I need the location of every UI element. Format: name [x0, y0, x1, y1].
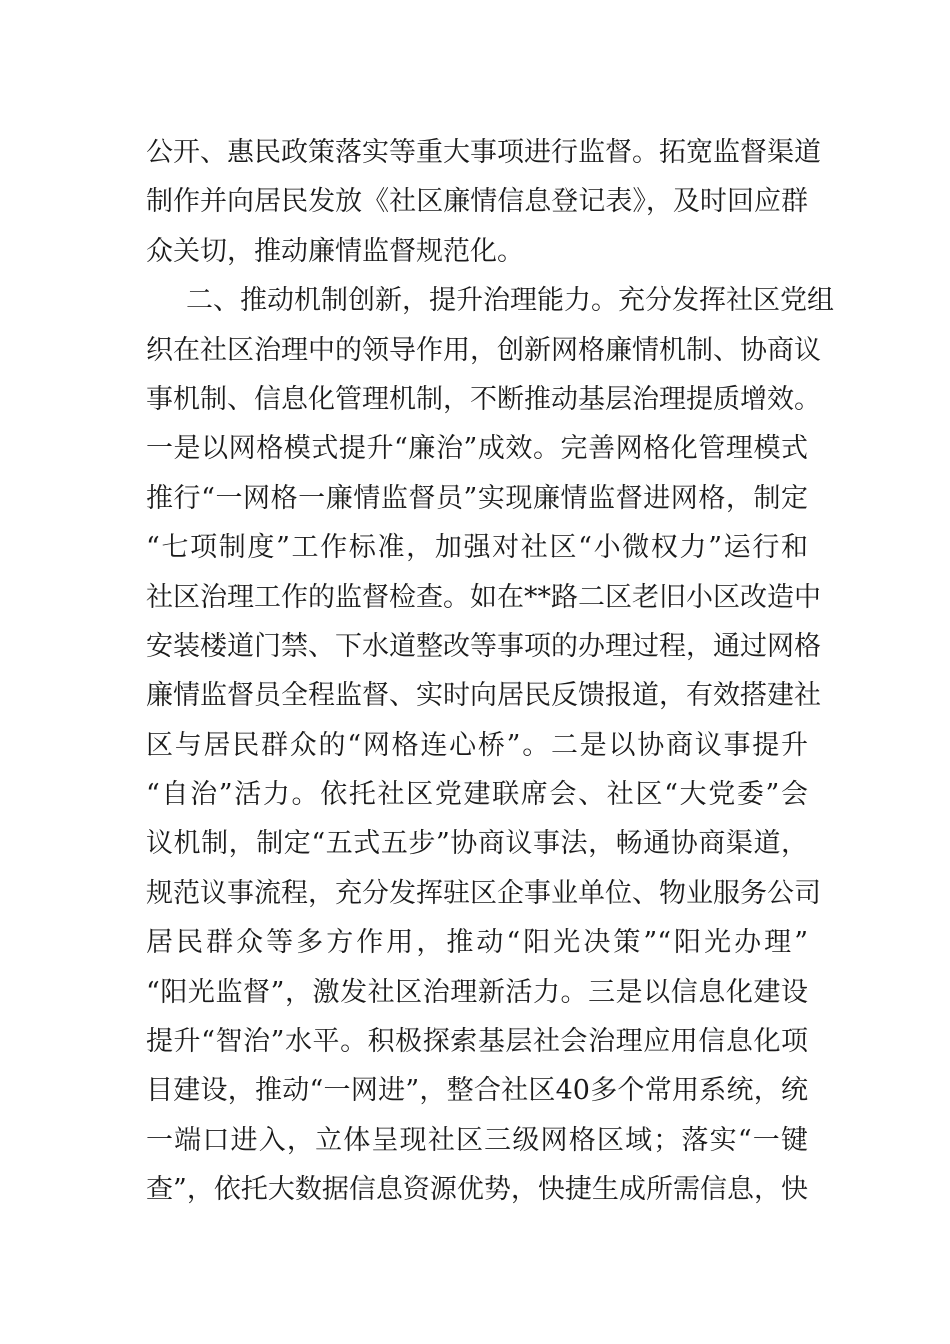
text-line-6: 事机制、信息化管理机制，不断推动基层治理提质增效。 — [146, 383, 821, 415]
text-line-9: “七项制度”工作标准，加强对社区“小微权力”运行和 — [146, 532, 808, 564]
text-line-5: 织在社区治理中的领导作用，创新网格廉情机制、协商议 — [146, 334, 821, 366]
text-line-21: 一端口进入，立体呈现社区三级网格区域；落实“一键 — [146, 1124, 808, 1156]
text-line-8: 推行“一网格一廉情监督员”实现廉情监督进网格，制定 — [146, 482, 808, 514]
text-line-2: 制作并向居民发放《社区廉情信息登记表》，及时回应群 — [146, 186, 808, 218]
text-line-17: 居民群众等多方作用，推动“阳光决策”“阳光办理” — [146, 927, 808, 959]
text-line-20: 目建设，推动“一网进”，整合社区40多个常用系统，统 — [146, 1075, 808, 1107]
body-text — [146, 128, 834, 1215]
text-line-1: 公开、惠民政策落实等重大事项进行监督。拓宽监督渠道 — [146, 137, 821, 168]
text-line-14: “自治”活力。依托社区党建联席会、社区“大党委”会 — [146, 779, 808, 811]
text-line-3: 众关切，推动廉情监督规范化。 — [146, 235, 524, 267]
text-line-16: 规范议事流程，充分发挥驻区企事业单位、物业服务公司 — [146, 877, 821, 909]
text-line-13: 区与居民群众的“网格连心桥”。二是以协商议事提升 — [146, 729, 808, 761]
text-line-4: 二、推动机制创新，提升治理能力。充分发挥社区党组 — [186, 285, 834, 317]
text-line-15: 议机制，制定“五式五步”协商议事法，畅通协商渠道， — [146, 828, 808, 860]
text-line-18: “阳光监督”，激发社区治理新活力。三是以信息化建设 — [146, 976, 808, 1008]
text-line-11: 安装楼道门禁、下水道整改等事项的办理过程，通过网格 — [146, 630, 821, 662]
text-line-22: 查”，依托大数据信息资源优势，快捷生成所需信息，快 — [146, 1174, 808, 1206]
text-line-12: 廉情监督员全程监督、实时向居民反馈报道，有效搭建社 — [146, 680, 821, 712]
text-line-19: 提升“智治”水平。积极探索基层社会治理应用信息化项 — [146, 1026, 808, 1058]
text-line-7: 一是以网格模式提升“廉治”成效。完善网格化管理模式 — [146, 433, 808, 465]
text-line-10: 社区治理工作的监督检查。如在**路二区老旧小区改造中 — [146, 581, 821, 613]
